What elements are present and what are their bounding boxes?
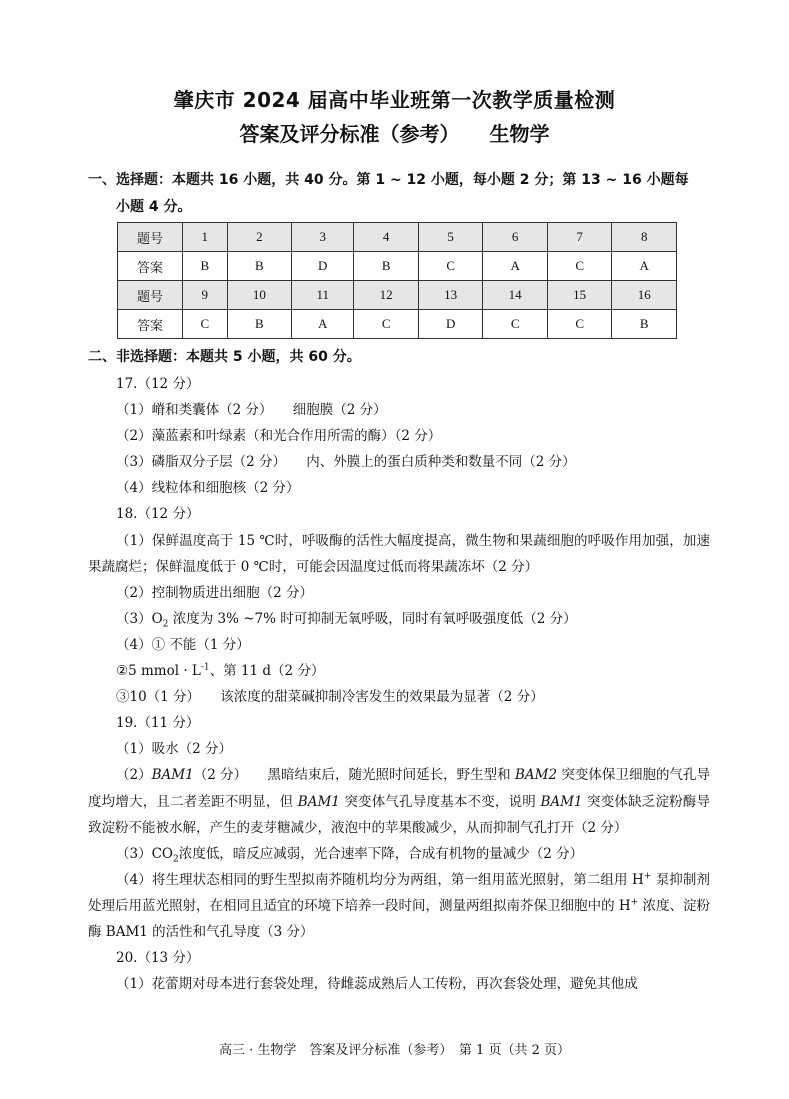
q18-answer-2: （2）控制物质进出细胞（2 分）	[116, 584, 313, 601]
table-row-question-numbers-1	[118, 223, 677, 252]
table-row-answers-1	[118, 252, 677, 281]
question-number: 14	[483, 281, 548, 310]
answer-cell: B	[183, 252, 228, 281]
answer-cell: C	[483, 310, 548, 339]
q19-answer-3-sub: 2	[173, 854, 179, 865]
q19-heading: 19.（11 分）	[116, 715, 200, 732]
q19-answer-4-sup2: +	[630, 897, 639, 908]
page-footer: 高三 · 生物学 答案及评分标准（参考） 第 1 页（共 2 页）	[219, 1043, 570, 1058]
q19-answer-3-a: （3）CO	[116, 845, 173, 862]
q19-answer-4-a: （4）将生理状态相同的野生型拟南芥随机均分为两组，第一组用蓝光照射，第二组用 H	[116, 871, 644, 888]
question-number: 3	[292, 223, 354, 252]
answer-cell: A	[292, 310, 354, 339]
answer-cell: C	[547, 252, 612, 281]
section-1-line-1: 一、选择题：本题共 16 小题，共 40 分。第 1 ~ 12 小题，每小题 2 分；第 13 ~ 16 小题每	[88, 172, 689, 188]
q17-answer-2: （2）藻蓝素和叶绿素（和光合作用所需的酶）（2 分）	[116, 428, 442, 445]
q18-answer-3	[88, 606, 710, 632]
q17-answer-1: （1）嵴和类囊体（2 分） 细胞膜（2 分）	[116, 402, 387, 419]
q19-answer-3	[88, 841, 710, 867]
answer-body	[88, 371, 710, 997]
q18-heading: 18.（12 分）	[116, 506, 200, 523]
q19-answer-2-c: 突变体保卫细胞的气孔导度均增大，且二者差距不明显，但	[88, 767, 711, 810]
subject-name: 生物学	[489, 122, 550, 146]
section-1-line-2: 小题 4 分。	[116, 199, 192, 215]
answer-cell: B	[612, 310, 677, 339]
section-1-heading	[88, 167, 710, 221]
answer-table	[117, 222, 677, 339]
gene-name: BAM1	[151, 767, 194, 784]
gene-name: BAM1	[297, 793, 340, 810]
q19-answer-4-sup1: +	[643, 871, 652, 882]
q17-heading: 17.（12 分）	[116, 376, 200, 392]
table-row-answers-2	[118, 310, 677, 339]
q20-answer-1: （1）花蕾期对母本进行套袋处理，待雌蕊成熟后人工传粉，再次套袋处理，避免其他成	[116, 976, 638, 993]
subtitle-text: 答案及评分标准（参考）	[239, 122, 450, 146]
q19-answer-2-a: （2）	[116, 767, 152, 784]
answer-cell: B	[227, 252, 292, 281]
question-number: 12	[354, 281, 419, 310]
question-number: 13	[418, 281, 483, 310]
question-number: 1	[183, 223, 228, 252]
section-2-heading: 二、非选择题：本题共 5 小题，共 60 分。	[88, 349, 361, 365]
question-number: 11	[292, 281, 354, 310]
question-number: 9	[183, 281, 228, 310]
q18-answer-5-sup: -1	[200, 662, 210, 673]
page-title: 肇庆市 2024 届高中毕业班第一次教学质量检测	[173, 88, 616, 112]
q18-answer-5-b: 、第 11 d（2 分）	[209, 663, 325, 680]
question-number: 15	[547, 281, 612, 310]
q17-answer-4: （4）线粒体和细胞核（2 分）	[116, 480, 300, 497]
row-label: 答案	[118, 252, 183, 281]
answer-cell: C	[418, 252, 483, 281]
q19-answer-4-b: 泵抑制剂处理后用蓝光照射，在相同且适宜的环境下培养一段时间，测量两组拟南芥保卫细胞中的 H	[88, 871, 710, 914]
answer-cell: A	[612, 252, 677, 281]
q19-answer-2-b: （2 分） 黑暗结束后，随光照时间延长，野生型和	[193, 767, 515, 784]
answer-cell: B	[227, 310, 292, 339]
q18-answer-3-a: （3）O	[116, 610, 163, 627]
gene-name: BAM1	[540, 793, 583, 810]
gene-name: BAM2	[514, 767, 558, 784]
q19-answer-2-d: 突变体气孔导度基本不变，说明	[339, 793, 541, 810]
q19-answer-3-b: 浓度低，暗反应减弱，光合速率下降，合成有机物的量减少（2 分）	[178, 845, 584, 862]
q17-answer-3: （3）磷脂双分子层（2 分） 内、外膜上的蛋白质种类和数量不同（2 分）	[116, 454, 576, 471]
question-number: 2	[227, 223, 292, 252]
answer-cell: C	[183, 310, 228, 339]
question-number: 8	[612, 223, 677, 252]
q18-answer-3-sub: 2	[162, 619, 169, 630]
question-number: 5	[418, 223, 483, 252]
q18-answer-6: ③10（1 分） 该浓度的甜菜碱抑制冷害发生的效果最为显著（2 分）	[116, 689, 544, 706]
page-subtitle	[0, 118, 789, 147]
row-label: 题号	[118, 223, 183, 252]
q18-answer-1: （1）保鲜温度高于 15 ℃时，呼吸酶的活性大幅度提高，微生物和果蔬细胞的呼吸作用加强，加速果蔬腐烂；保鲜温度低于 0 ℃时，可能会因温度过低而将果蔬冻坏（2 分）	[88, 532, 710, 575]
answer-cell: D	[292, 252, 354, 281]
row-label: 答案	[118, 310, 183, 339]
answer-cell: A	[483, 252, 548, 281]
row-label: 题号	[118, 281, 183, 310]
question-number: 4	[354, 223, 419, 252]
q19-answer-2	[88, 762, 710, 840]
q18-answer-4: （4）① 不能（1 分）	[116, 636, 250, 653]
q18-answer-3-b: 浓度为 3% ~7% 时可抑制无氧呼吸，同时有氧呼吸强度低（2 分）	[168, 610, 577, 627]
q18-answer-5	[88, 658, 710, 684]
table-row-question-numbers-2	[118, 281, 677, 310]
q19-answer-4	[88, 867, 710, 945]
answer-cell: B	[354, 252, 419, 281]
question-number: 16	[612, 281, 677, 310]
question-number: 6	[483, 223, 548, 252]
answer-cell: D	[418, 310, 483, 339]
answer-cell: C	[354, 310, 419, 339]
q19-answer-4-c: 浓度、淀粉酶 BAM1 的活性和气孔导度（3 分）	[88, 897, 710, 940]
q18-answer-5-a: ②5 mmol · L	[116, 663, 201, 680]
answer-cell: C	[547, 310, 612, 339]
q19-answer-1: （1）吸水（2 分）	[116, 741, 232, 758]
question-number: 10	[227, 281, 292, 310]
q19-answer-2-e: 突变体缺乏淀粉酶导致淀粉不能被水解，产生的麦芽糖减少，液泡中的苹果酸减少，从而抑制气孔打开（2 分）	[88, 793, 710, 836]
question-number: 7	[547, 223, 612, 252]
q20-heading: 20.（13 分）	[116, 950, 200, 967]
